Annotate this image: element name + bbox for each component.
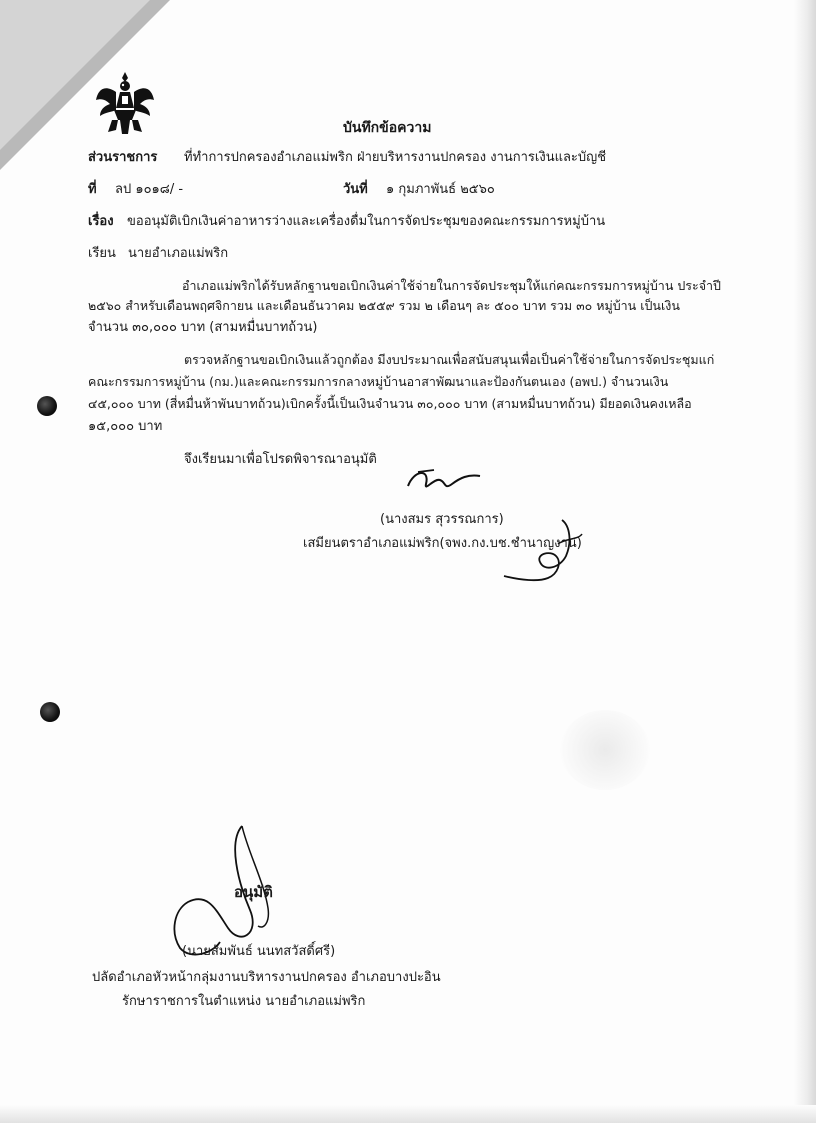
punch-hole-icon xyxy=(37,396,57,416)
garuda-emblem-icon xyxy=(94,70,156,136)
reference-label: ที่ xyxy=(88,182,97,197)
body-paragraph-1-line-2: ๒๕๖๐ สำหรับเดือนพฤศจิกายน และเดือนธันวาคม ๒๕๕๙ รวม ๒ เดือนๆ ละ ๕๐๐ บาท รวม ๓๐ หมู่บ้าน เป็นเงิน xyxy=(88,298,680,313)
department-label: ส่วนราชการ xyxy=(88,150,158,165)
page-edge-bottom xyxy=(0,1105,816,1123)
recipient-label: เรียน xyxy=(88,246,116,261)
body-paragraph-2-line-2: คณะกรรมการหมู่บ้าน (กม.)และคณะกรรมการกลางหมู่บ้านอาสาพัฒนาและป้องกันตนเอง (อพป.) จำนวนเงิน xyxy=(88,374,669,389)
signer-position: เสมียนตราอำเภอแม่พริก(จพง.กง.บช.ชำนาญงาน) xyxy=(303,536,582,551)
approver-position-1: ปลัดอำเภอหัวหน้ากลุ่มงานบริหารงานปกครอง อำเภอบางปะอิน xyxy=(92,970,441,985)
subject-value: ขออนุมัติเบิกเงินค่าอาหารว่างและเครื่องดื่มในการจัดประชุมของคณะกรรมการหมู่บ้าน xyxy=(127,214,606,229)
approval-label: อนุมัติ xyxy=(234,883,273,901)
memo-title: บันทึกข้อความ xyxy=(343,120,432,136)
approver-name: (นายสัมพันธ์ นนทสวัสดิ์ศรี) xyxy=(182,944,336,959)
reference-value: ลป ๑๐๑๘/ - xyxy=(115,182,184,197)
body-paragraph-1-line-1: อำเภอแม่พริกได้รับหลักฐานขอเบิกเงินค่าใช้จ่ายในการจัดประชุมให้แก่คณะกรรมการหมู่บ้าน ประจำปี xyxy=(182,278,721,293)
body-paragraph-1-line-3: จำนวน ๓๐,๐๐๐ บาท (สามหมื่นบาทถ้วน) xyxy=(88,320,318,335)
approver-position-2: รักษาราชการในตำแหน่ง นายอำเภอแม่พริก xyxy=(122,994,366,1009)
punch-hole-icon xyxy=(40,702,60,722)
page-edge-right xyxy=(794,0,816,1123)
initials-mark xyxy=(500,516,590,586)
subject-label: เรื่อง xyxy=(88,214,114,229)
date-label: วันที่ xyxy=(343,182,368,197)
date-value: ๑ กุมภาพันธ์ ๒๕๖๐ xyxy=(386,182,495,197)
body-paragraph-2-line-3: ๔๕,๐๐๐ บาท (สี่หมื่นห้าพันบาทถ้วน)เบิกครั้งนี้เป็นเงินจำนวน ๓๐,๐๐๐ บาท (สามหมื่นบาทถ้วน) มียอดเงินคงเหลือ xyxy=(88,396,692,411)
body-paragraph-2-line-4: ๑๕,๐๐๐ บาท xyxy=(88,419,163,434)
approval-signature xyxy=(168,822,298,962)
signature-mark xyxy=(404,466,484,496)
department-value: ที่ทำการปกครองอำเภอแม่พริก ฝ่ายบริหารงานปกครอง งานการเงินและบัญชี xyxy=(184,150,607,165)
signer-name: (นางสมร สุวรรณการ) xyxy=(380,512,504,527)
recipient-value: นายอำเภอแม่พริก xyxy=(128,246,229,261)
body-paragraph-2-line-1: ตรวจหลักฐานขอเบิกเงินแล้วถูกต้อง มีงบประมาณเพื่อสนับสนุนเพื่อเป็นค่าใช้จ่ายในการจัดประชุมแก่ xyxy=(184,352,715,367)
faded-stamp xyxy=(560,710,650,790)
closing-line: จึงเรียนมาเพื่อโปรดพิจารณาอนุมัติ xyxy=(184,452,377,467)
